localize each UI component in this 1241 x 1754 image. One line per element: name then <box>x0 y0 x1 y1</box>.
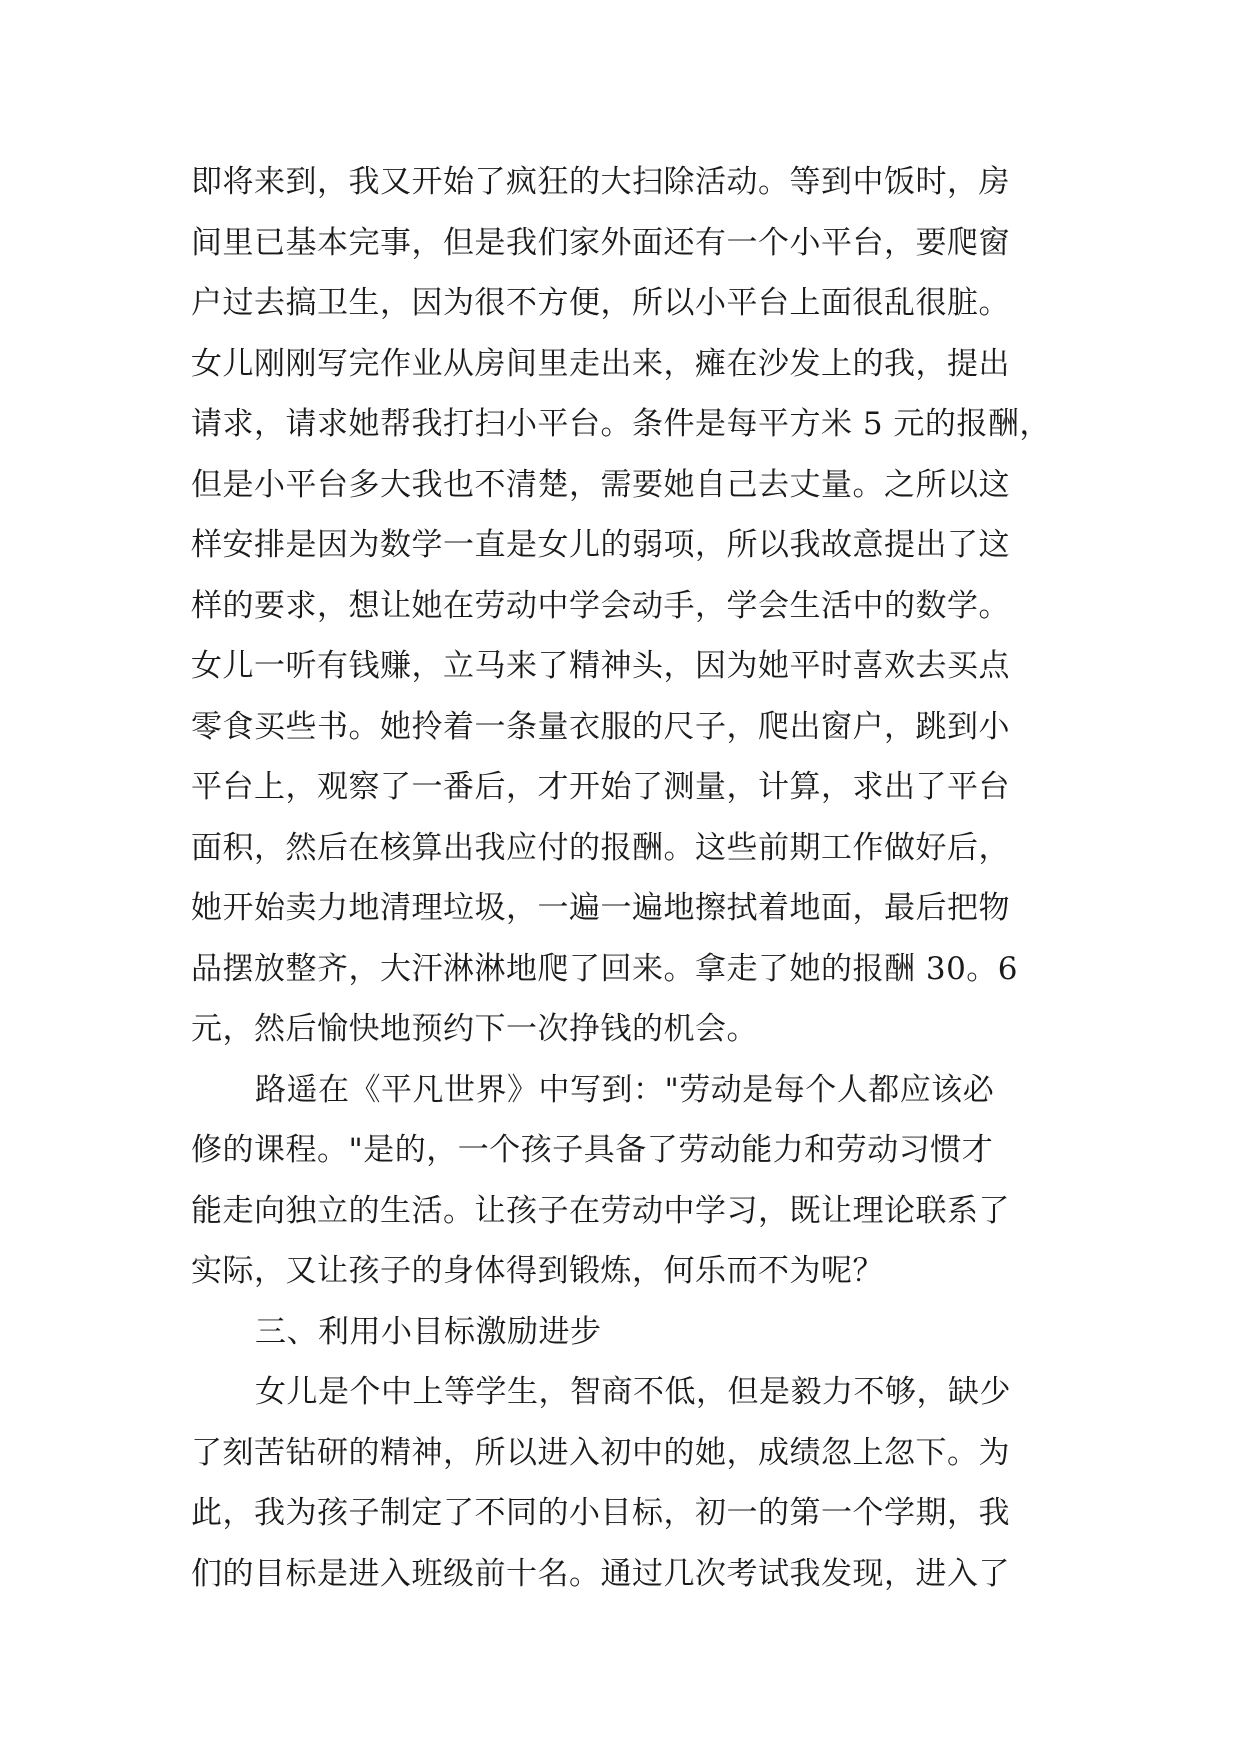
text-line: 三、利用小目标激励进步 <box>255 1313 602 1350</box>
text-line: 女儿一听有钱赚，立马来了精神头，因为她平时喜欢去买点 <box>191 648 1010 684</box>
text-line: 路遥在《平凡世界》中写到："劳动是每个人都应该必 <box>255 1071 995 1108</box>
text-line: 元，然后愉快地预约下一次挣钱的机会。 <box>191 1011 758 1047</box>
text-line: 此，我为孩子制定了不同的小目标，初一的第一个学期，我 <box>191 1495 1010 1531</box>
body-text <box>191 152 1071 1604</box>
text-line: 但是小平台多大我也不清楚，需要她自己去丈量。之所以这 <box>191 466 1010 503</box>
text-line: 们的目标是进入班级前十名。通过几次考试我发现，进入了 <box>191 1555 1010 1592</box>
text-line: 女儿是个中上等学生，智商不低，但是毅力不够，缺少 <box>255 1374 1011 1410</box>
text-line: 间里已基本完事，但是我们家外面还有一个小平台，要爬窗 <box>191 224 1010 261</box>
text-line: 女儿刚刚写完作业从房间里走出来，瘫在沙发上的我，提出 <box>191 345 1010 382</box>
text-line: 平台上，观察了一番后，才开始了测量，计算，求出了平台 <box>191 769 1010 805</box>
text-line: 零食买些书。她拎着一条量衣服的尺子，爬出窗户，跳到小 <box>191 708 1010 745</box>
text-line: 请求，请求她帮我打扫小平台。条件是每平方米 5 元的报酬， <box>191 406 1051 442</box>
text-line: 了刻苦钻研的精神，所以进入初中的她，成绩忽上忽下。为 <box>191 1434 1010 1471</box>
text-line: 品摆放整齐，大汗淋淋地爬了回来。拿走了她的报酬 30。6 <box>191 950 1019 987</box>
text-line: 她开始卖力地清理垃圾，一遍一遍地擦拭着地面，最后把物 <box>191 890 1010 926</box>
text-line: 实际，又让孩子的身体得到锻炼，何乐而不为呢？ <box>191 1253 884 1289</box>
text-line: 即将来到，我又开始了疯狂的大扫除活动。等到中饭时，房 <box>191 164 1010 200</box>
text-line: 样的要求，想让她在劳动中学会动手，学会生活中的数学。 <box>191 587 1010 624</box>
text-line: 户过去搞卫生，因为很不方便，所以小平台上面很乱很脏。 <box>191 285 1010 321</box>
text-line: 样安排是因为数学一直是女儿的弱项，所以我故意提出了这 <box>191 527 1010 563</box>
text-line: 面积，然后在核算出我应付的报酬。这些前期工作做好后， <box>191 829 1010 866</box>
text-line: 能走向独立的生活。让孩子在劳动中学习，既让理论联系了 <box>191 1192 1010 1229</box>
text-line: 修的课程。"是的，一个孩子具备了劳动能力和劳动习惯才 <box>191 1132 994 1168</box>
